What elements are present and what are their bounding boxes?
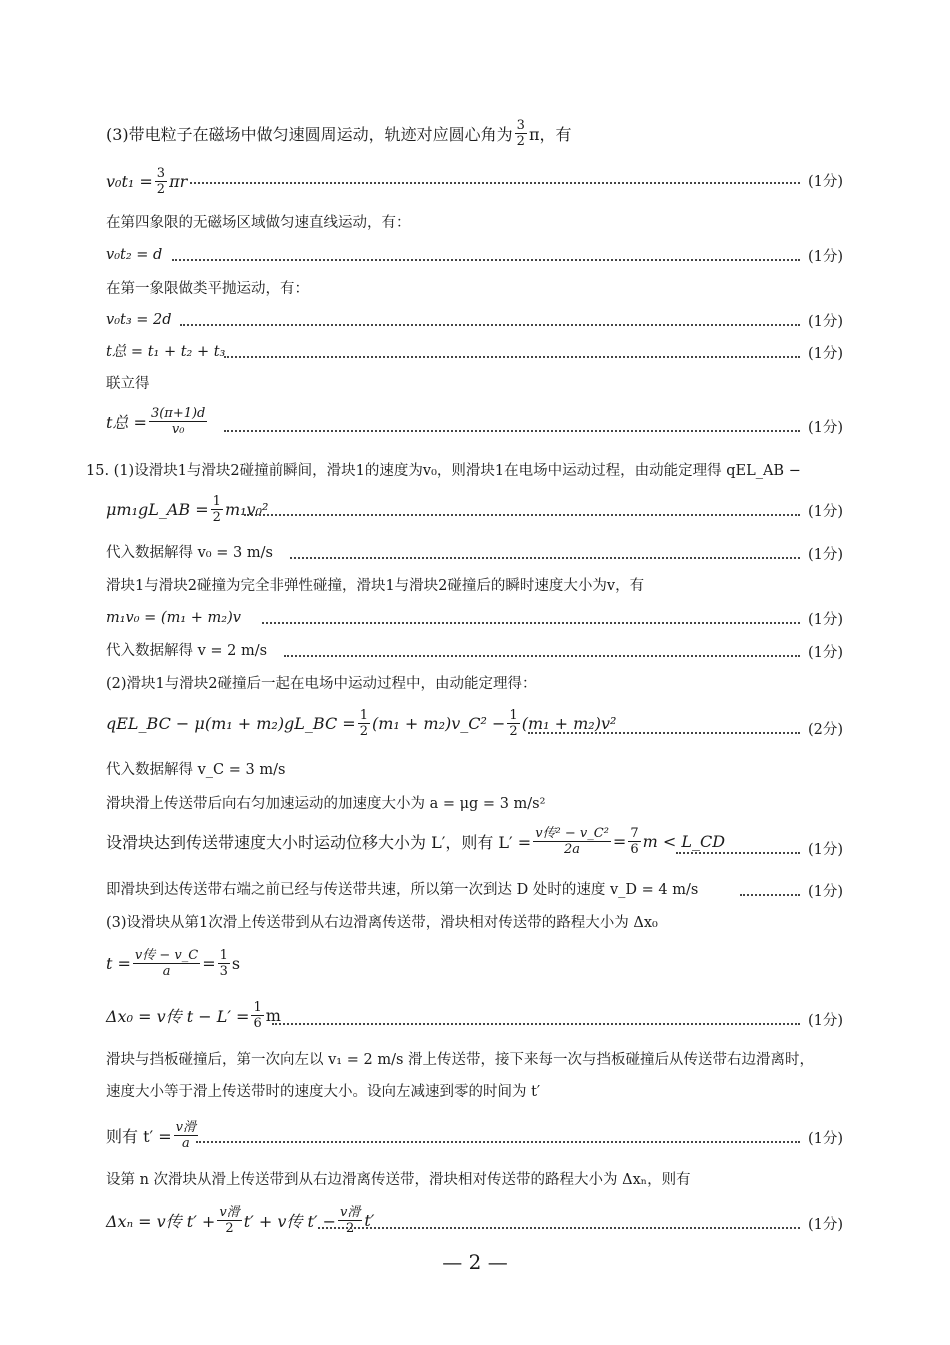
score-label: (2分) [808, 722, 844, 738]
problem-15-intro: 15. (1)设滑块1与滑块2碰撞前瞬间，滑块1的速度为v₀，则滑块1在电场中运动过程，由动能定理得 qEL_AB − [86, 463, 801, 479]
equation-line-23: t = $\frac{\text{v传 − v\_C}}{a}$ = $\frac{1}{3}$ s [106, 948, 241, 979]
dot-leader [262, 620, 800, 624]
score-label: (1分) [808, 174, 844, 190]
equation-line-9: t总 = $\frac{3(\pi+1)d}{\text{v₀}}$ [106, 406, 206, 437]
score-label: (1分) [808, 346, 844, 362]
dot-leader [284, 653, 800, 657]
dot-leader [244, 512, 800, 516]
equation-line-17: qEL_BC − μ(m₁ + m₂)gL_BC = $\frac{1}{2}$ (m₁ + m₂)v_C² − $\frac{1}{2}$ (m₁ + m₂)v² [106, 708, 617, 739]
fraction: $\frac{7}{6}$ [630, 826, 639, 857]
fraction: $\frac{3}{2}$ [516, 118, 525, 149]
equation-line-4: v₀t₂ = d [106, 247, 163, 263]
fraction: $\frac{1}{3}$ [219, 948, 228, 979]
score-label: (1分) [808, 1217, 844, 1233]
fraction: $\frac{\text{v滑}}{2}$ [340, 1205, 361, 1236]
fraction: $\frac{\text{v传² − v\_C²}}{2a}$ [535, 826, 609, 857]
score-label: (1分) [808, 884, 844, 900]
equation-line-29: Δxₙ = v传 t′ + $\frac{\text{v滑}}{2}$ t′ + v传 t′ − $\frac{\text{v滑}}{2}$ t′ [106, 1205, 375, 1236]
dot-leader [676, 850, 800, 854]
dot-leader [318, 1225, 800, 1229]
text-line-12: 代入数据解得 v₀ = 3 m/s [106, 545, 273, 561]
score-label: (1分) [808, 645, 844, 661]
dot-leader [740, 892, 800, 896]
text-line-15: 代入数据解得 v = 2 m/s [106, 643, 268, 659]
text-line-19: 滑块滑上传送带后向右匀加速运动的加速度大小为 a = μg = 3 m/s² [106, 796, 546, 812]
equation-line-6: v₀t₃ = 2d [106, 312, 172, 328]
score-label: (1分) [808, 1131, 844, 1147]
text-line-3: 在第四象限的无磁场区域做匀速直线运动，有： [106, 215, 411, 231]
fraction: $\frac{1}{2}$ [509, 708, 518, 739]
equation-line-7: t总 = t₁ + t₂ + t₃ [106, 344, 226, 360]
dot-leader [190, 180, 800, 184]
text-line-8: 联立得 [106, 376, 150, 392]
text-line-18: 代入数据解得 v_C = 3 m/s [106, 762, 286, 778]
fraction: $\frac{1}{2}$ [212, 494, 221, 525]
score-label: (1分) [808, 504, 844, 520]
text-line-26: 速度大小等于滑上传送带时的速度大小。设向左减速到零的时间为 t′ [106, 1084, 541, 1100]
text-line-22: (3)设滑块从第1次滑上传送带到从右边滑离传送带，滑块相对传送带的路程大小为 Δx₀ [106, 915, 658, 931]
equation-line-2: v₀t₁ = $\frac{3}{2}$ πr [106, 166, 188, 197]
score-label: (1分) [808, 249, 844, 265]
text-line-21: 即滑块到达传送带右端之前已经与传送带共速，所以第一次到达 D 处时的速度 v_D = 4 m/s [106, 882, 699, 898]
fraction: $\frac{1}{2}$ [359, 708, 368, 739]
equation-line-14: m₁v₀ = (m₁ + m₂)v [106, 610, 241, 626]
line-text: (3)带电粒子在磁场中做匀速圆周运动，轨迹对应圆心角为 [106, 125, 513, 144]
text-line-16: (2)滑块1与滑块2碰撞后一起在电场中运动过程中，由动能定理得： [106, 676, 537, 692]
fraction: $\frac{3(\pi+1)d}{\text{v₀}}$ [150, 406, 206, 437]
text-line-1: (3)带电粒子在磁场中做匀速圆周运动，轨迹对应圆心角为 $\frac{3}{2}$ π，有 [106, 118, 572, 149]
text-line-13: 滑块1与滑块2碰撞为完全非弹性碰撞，滑块1与滑块2碰撞后的瞬时速度大小为v，有 [106, 578, 645, 594]
dot-leader [180, 322, 800, 326]
score-label: (1分) [808, 547, 844, 563]
fraction: $\frac{1}{6}$ [253, 1000, 262, 1031]
equation-line-11: μm₁gL_AB = $\frac{1}{2}$ m₁v₀² [106, 494, 269, 525]
score-label: (1分) [808, 314, 844, 330]
fraction: $\frac{\text{v传 − v\_C}}{a}$ [134, 948, 199, 979]
dot-leader [172, 257, 800, 261]
dot-leader [290, 555, 800, 559]
text-line-25: 滑块与挡板碰撞后，第一次向左以 v₁ = 2 m/s 滑上传送带，接下来每一次与挡板碰撞后从传送带右边滑离时， [106, 1052, 814, 1068]
dot-leader [196, 1139, 800, 1143]
dot-leader [272, 1021, 800, 1025]
fraction: $\frac{3}{2}$ [156, 166, 166, 197]
text-line-5: 在第一象限做类平抛运动，有： [106, 281, 309, 297]
score-label: (1分) [808, 842, 844, 858]
score-label: (1分) [808, 420, 844, 436]
page-number: — 2 — [442, 1250, 508, 1274]
equation-line-20: 设滑块达到传送带速度大小时运动位移大小为 L′，则有 L′ = $\frac{\text{v传² − v\_C²}}{2a}$ = $\frac{7}{6}$ m < L_CD [106, 826, 726, 857]
equation-line-27: 则有 t′ = $\frac{\text{v滑}}{a}$ [106, 1120, 197, 1151]
fraction: $\frac{\text{v滑}}{2}$ [219, 1205, 240, 1236]
score-label: (1分) [808, 1013, 844, 1029]
equation-line-24: Δx₀ = v传 t − L′ = $\frac{1}{6}$ m [106, 1000, 281, 1031]
dot-leader [528, 730, 800, 734]
fraction: $\frac{\text{v滑}}{a}$ [175, 1120, 197, 1151]
score-label: (1分) [808, 612, 844, 628]
dot-leader [224, 354, 800, 358]
text-line-28: 设第 n 次滑块从滑上传送带到从右边滑离传送带，滑块相对传送带的路程大小为 Δxₙ，则有 [106, 1172, 691, 1188]
dot-leader [224, 428, 800, 432]
